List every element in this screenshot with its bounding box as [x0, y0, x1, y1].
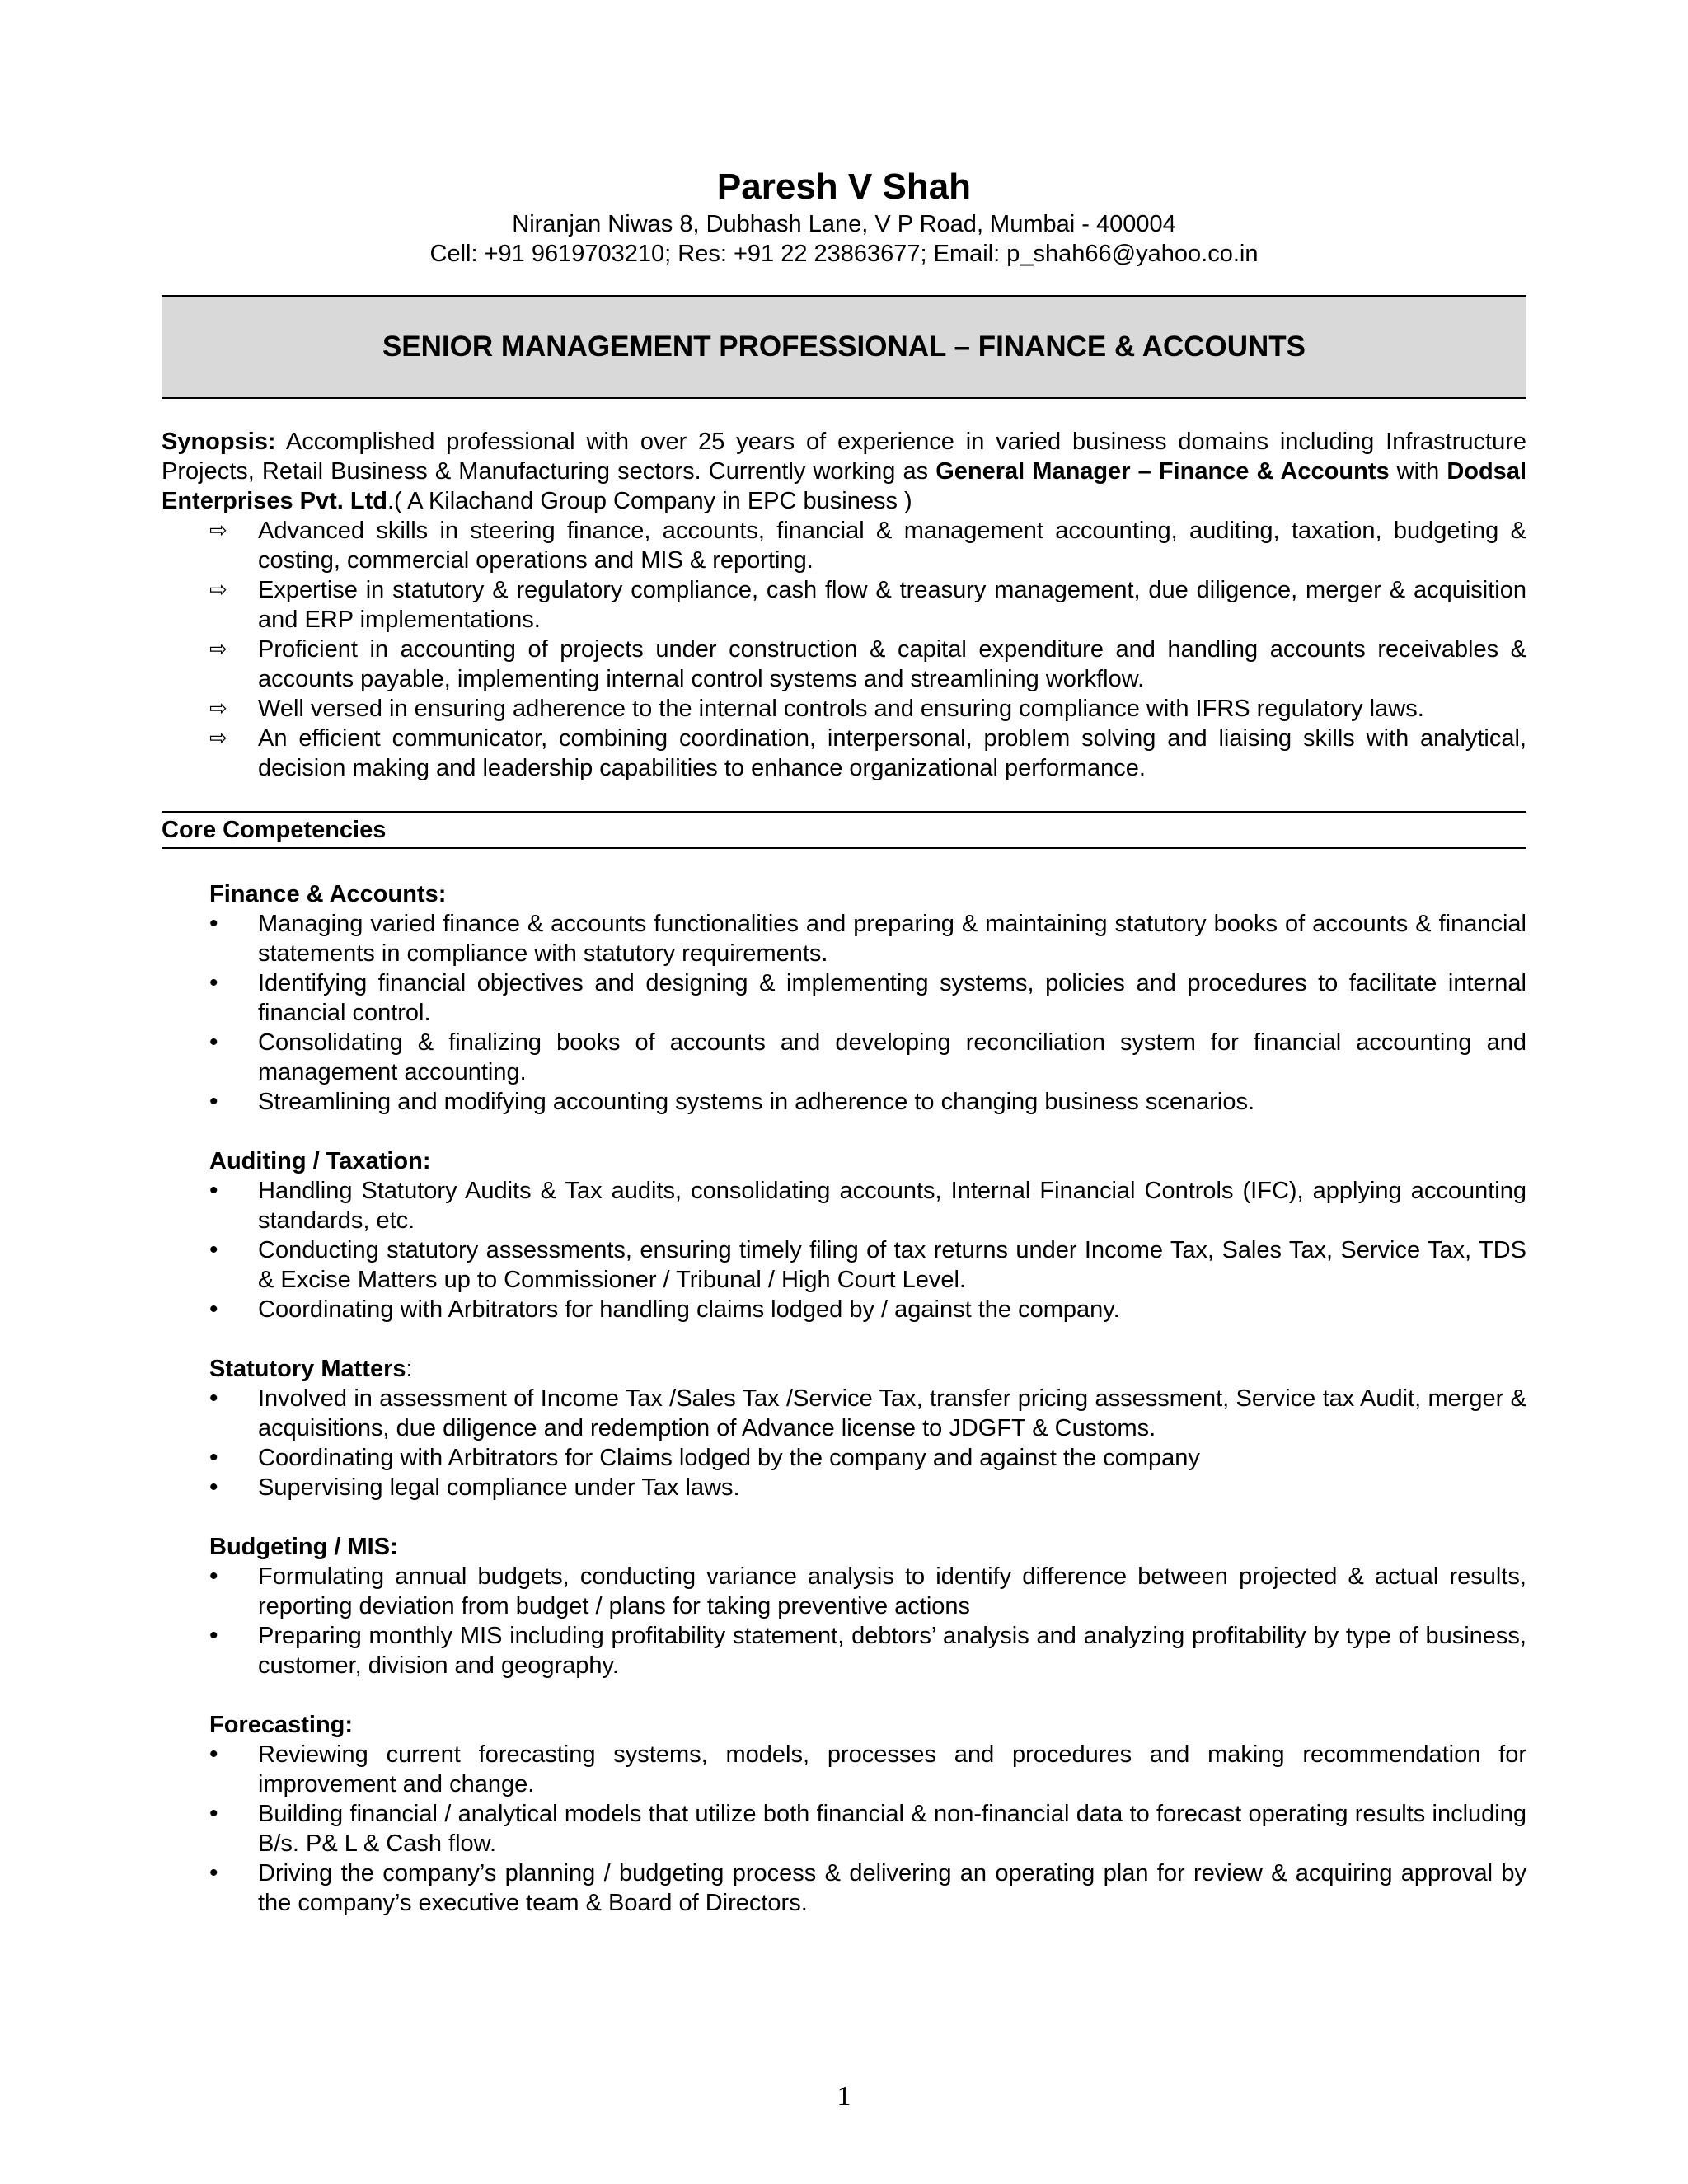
arrow-icon: ⇨ — [209, 696, 227, 721]
synopsis-points — [162, 516, 1526, 783]
resume-page — [162, 165, 1526, 1918]
arrow-icon: ⇨ — [209, 637, 227, 662]
synopsis-label: Synopsis: — [162, 429, 276, 455]
competency-list — [162, 1740, 1526, 1918]
list-item — [162, 1621, 1526, 1680]
list-item — [162, 1740, 1526, 1799]
list-item — [162, 968, 1526, 1028]
list-item-text: Handling Statutory Audits & Tax audits, consolidating accounts, Internal Financial Controls (IFC), applying accounting standards, etc. — [258, 1178, 1526, 1234]
list-item-text: Preparing monthly MIS including profitability statement, debtors’ analysis and analyzing profitability by type of business, customer, division and geography. — [258, 1623, 1526, 1679]
synopsis-role: General Manager – Finance & Accounts — [935, 458, 1390, 485]
competency-title: Forecasting: — [209, 1712, 354, 1738]
bullet-icon: • — [209, 1859, 218, 1886]
list-item — [162, 575, 1526, 635]
headline-banner: SENIOR MANAGEMENT PROFESSIONAL – FINANCE & ACCOUNTS — [162, 295, 1526, 399]
competency-forecasting — [162, 1710, 1526, 1918]
competency-title-colon: : — [406, 1356, 413, 1382]
list-item — [162, 635, 1526, 694]
list-item — [162, 724, 1526, 783]
list-item-text: Coordinating with Arbitrators for Claims lodged by the company and against the company — [258, 1445, 1200, 1471]
competency-title — [162, 1354, 1526, 1384]
list-item-text: Formulating annual budgets, conducting variance analysis to identify difference between projected & actual results, reporting deviation from budget / plans for taking preventive actions — [258, 1563, 1526, 1619]
bullet-icon: • — [209, 1622, 218, 1649]
list-item — [162, 1176, 1526, 1235]
competency-list — [162, 1384, 1526, 1502]
list-item — [162, 1295, 1526, 1324]
competency-list — [162, 909, 1526, 1117]
competency-auditing-taxation — [162, 1146, 1526, 1324]
list-item-text: Building financial / analytical models that utilize both financial & non-financial data to forecast operating results including B/s. P& L & Cash flow. — [258, 1801, 1526, 1857]
competency-list — [162, 1176, 1526, 1324]
bullet-icon: • — [209, 1296, 218, 1323]
list-item-text: Reviewing current forecasting systems, models, processes and procedures and making recommendation for improvement and change. — [258, 1741, 1526, 1797]
arrow-icon: ⇨ — [209, 578, 227, 602]
list-item-text: Streamlining and modifying accounting systems in adherence to changing business scenarios. — [258, 1089, 1255, 1115]
page-number: 1 — [837, 2081, 851, 2111]
competency-budgeting-mis — [162, 1532, 1526, 1680]
competency-title: Auditing / Taxation: — [209, 1148, 431, 1174]
bullet-icon: • — [209, 1474, 218, 1501]
arrow-icon: ⇨ — [209, 726, 227, 751]
list-item — [162, 1384, 1526, 1443]
synopsis-text-2: with — [1389, 458, 1447, 485]
list-item — [162, 1858, 1526, 1918]
list-item-text: Well versed in ensuring adherence to the internal controls and ensuring compliance with IFRS regulatory laws. — [258, 696, 1424, 722]
core-competencies-heading: Core Competencies — [162, 811, 1526, 849]
bullet-icon: • — [209, 1177, 218, 1204]
bullet-icon: • — [209, 1800, 218, 1827]
list-item — [162, 1562, 1526, 1621]
list-item-text: Managing varied finance & accounts functionalities and preparing & maintaining statutory books of accounts & financial statements in compliance with statutory requirements. — [258, 911, 1526, 967]
list-item-text: Expertise in statutory & regulatory compliance, cash flow & treasury management, due diligence, merger & acquisition and ERP implementations. — [258, 577, 1526, 633]
bullet-icon: • — [209, 1741, 218, 1768]
list-item — [162, 1473, 1526, 1502]
bullet-icon: • — [209, 1236, 218, 1263]
bullet-icon: • — [209, 1088, 218, 1115]
competency-finance-accounts — [162, 879, 1526, 1117]
synopsis-company: Dodsal Enterprises Pvt. Ltd — [162, 458, 1526, 514]
list-item — [162, 1235, 1526, 1295]
candidate-name: Paresh V Shah — [716, 166, 972, 207]
list-item-text: Involved in assessment of Income Tax /Sales Tax /Service Tax, transfer pricing assessment, Service tax Audit, merger & acquisitions, due diligence and redemption of Advance license to JDGFT & Customs. — [258, 1385, 1526, 1441]
list-item — [162, 1799, 1526, 1858]
list-item-text: Coordinating with Arbitrators for handling claims lodged by / against the company. — [258, 1296, 1120, 1323]
list-item-text: Conducting statutory assessments, ensuring timely filing of tax returns under Income Tax, Sales Tax, Service Tax, TDS & Excise Matters up to Commissioner / Tribunal / High Court Level. — [258, 1237, 1526, 1293]
contact-line: Cell: +91 9619703210; Res: +91 22 23863677; Email: p_shah66@yahoo.co.in — [429, 241, 1259, 267]
bullet-icon: • — [209, 969, 218, 996]
competency-list — [162, 1562, 1526, 1680]
list-item-text: Advanced skills in steering finance, accounts, financial & management accounting, auditing, taxation, budgeting & costing, commercial operations and MIS & reporting. — [258, 518, 1526, 574]
address-line: Niranjan Niwas 8, Dubhash Lane, V P Road, Mumbai - 400004 — [512, 211, 1176, 237]
list-item — [162, 1087, 1526, 1117]
list-item — [162, 516, 1526, 575]
competency-statutory-matters — [162, 1354, 1526, 1502]
synopsis-paragraph — [162, 427, 1526, 516]
list-item-text: Identifying financial objectives and designing & implementing systems, policies and procedures to facilitate internal financial control. — [258, 970, 1526, 1026]
list-item-text: Supervising legal compliance under Tax laws. — [258, 1474, 740, 1501]
competency-title: Budgeting / MIS: — [209, 1534, 398, 1560]
bullet-icon: • — [209, 1385, 218, 1412]
arrow-icon: ⇨ — [209, 518, 227, 543]
bullet-icon: • — [209, 1444, 218, 1471]
list-item — [162, 909, 1526, 968]
list-item-text: Consolidating & finalizing books of accounts and developing reconciliation system for financial accounting and management accounting. — [258, 1029, 1526, 1085]
synopsis-text-1: Accomplished professional with over 25 years of experience in varied business domains including Infrastructure Projects, Retail Business & Manufacturing sectors. Currently working as — [162, 429, 1526, 485]
list-item — [162, 1443, 1526, 1473]
list-item-text: Proficient in accounting of projects under construction & capital expenditure and handling accounts receivables & accounts payable, implementing internal control systems and streamlining workflow. — [258, 636, 1526, 692]
list-item-text: An efficient communicator, combining coordination, interpersonal, problem solving and liaising skills with analytical, decision making and leadership capabilities to enhance organizational performance. — [258, 725, 1526, 781]
bullet-icon: • — [209, 1563, 218, 1590]
list-item — [162, 1028, 1526, 1087]
synopsis-text-3: .( A Kilachand Group Company in EPC business ) — [387, 488, 912, 514]
competency-title: Finance & Accounts: — [209, 881, 447, 907]
bullet-icon: • — [209, 910, 218, 937]
list-item-text: Driving the company’s planning / budgeting process & delivering an operating plan for review & acquiring approval by the company’s executive team & Board of Directors. — [258, 1860, 1526, 1916]
competency-title-text: Statutory Matters — [209, 1356, 406, 1382]
list-item — [162, 694, 1526, 724]
bullet-icon: • — [209, 1029, 218, 1056]
